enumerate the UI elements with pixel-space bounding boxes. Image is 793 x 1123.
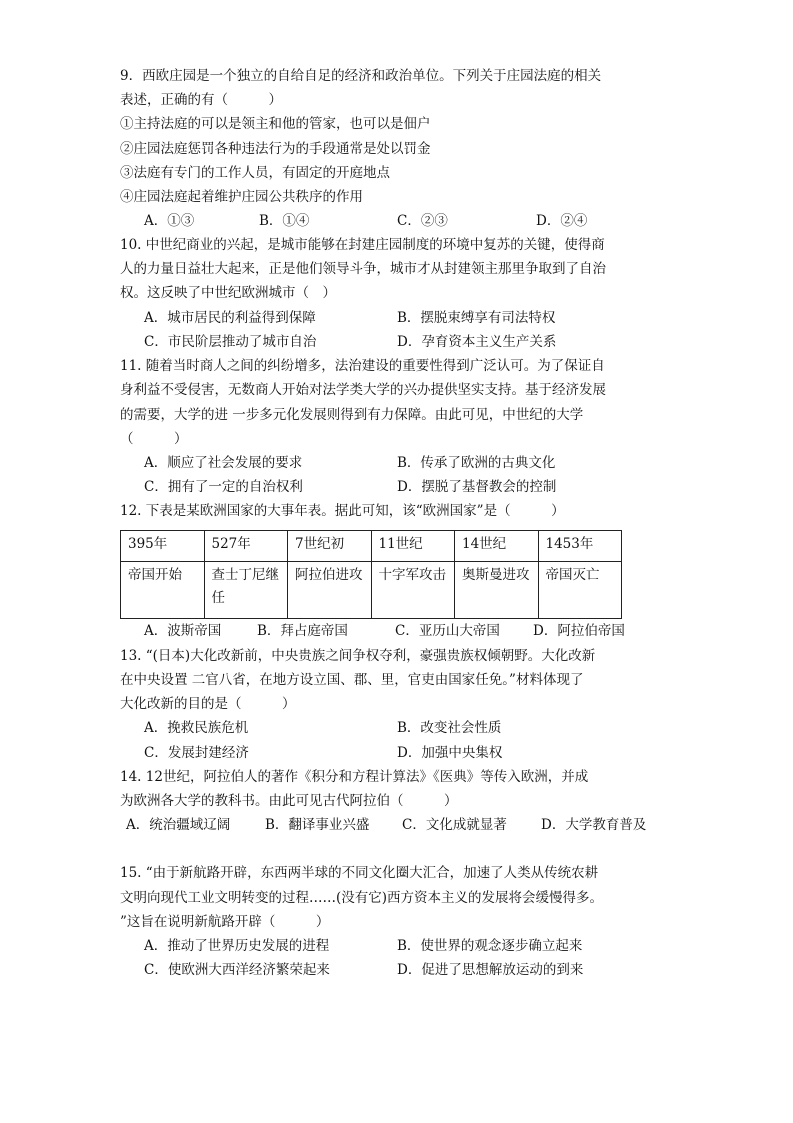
q15-option-a: A．推动了世界历史发展的进程: [144, 938, 330, 954]
q14-stem-line-1: 14. 12世纪，阿拉伯人的著作《积分和方程计算法》《医典》等传入欧洲，并成: [120, 769, 589, 785]
events-table: [120, 530, 622, 619]
q9-option-b: B．①④: [259, 213, 310, 229]
q15-stem-line-1: 15. “由于新航路开辟，东西两半球的不同文化圈大汇合，加速了人类从传统农耕: [120, 865, 599, 881]
q10-option-d: D．孕育资本主义生产关系: [397, 334, 557, 350]
q14-stem-line-2: 为欧洲各大学的教科书。由此可见古代阿拉伯（ ）: [120, 793, 458, 809]
q10-stem-line-3: 权。这反映了中世纪欧洲城市（ ）: [120, 285, 336, 301]
year-cell: 11世纪: [371, 531, 455, 562]
q15-stem-line-2: 文明向现代工业文明转变的过程……(没有它)西方资本主义的发展将会缓慢得多。: [120, 890, 604, 906]
q9-stem-line-2: 表述，正确的有（ ）: [120, 92, 282, 108]
event-cell: 查士丁尼继任: [204, 562, 288, 619]
q9-option-d: D．②④: [536, 213, 588, 229]
event-cell: 阿拉伯进攻: [288, 562, 372, 619]
q13-option-b: B．改变社会性质: [397, 720, 502, 736]
year-cell: 1453年: [538, 531, 622, 562]
year-cell: 14世纪: [455, 531, 539, 562]
q10-option-c: C．市民阶层推动了城市自治: [144, 334, 317, 350]
year-cell: 395年: [121, 531, 205, 562]
q12-stem: 12. 下表是某欧洲国家的大事年表。据此可知，该“欧洲国家”是（ ）: [120, 503, 565, 519]
q11-option-a: A．顺应了社会发展的要求: [144, 455, 303, 471]
event-cell: 十字军攻击: [371, 562, 455, 619]
q9-item-2: ②庄园法庭惩罚各种违法行为的手段通常是处以罚金: [120, 141, 431, 157]
q9-stem-line-1: 9．西欧庄园是一个独立的自给自足的经济和政治单位。下列关于庄园法庭的相关: [120, 68, 602, 84]
q11-stem-line-2: 身利益不受侵害，无数商人开始对法学类大学的兴办提供坚实支持。基于经济发展: [120, 382, 606, 398]
q13-stem-line-3: 大化改新的目的是（ ）: [120, 696, 296, 712]
q12-option-c: C．亚历山大帝国: [395, 623, 500, 639]
event-cell: 帝国开始: [121, 562, 205, 619]
q11-option-c: C．拥有了一定的自治权利: [144, 479, 303, 495]
q13-stem-line-1: 13. “(日本)大化改新前，中央贵族之间争权夺利，豪强贵族权倾朝野。大化改新: [120, 648, 596, 664]
q12-option-b: B．拜占庭帝国: [257, 623, 348, 639]
q14-option-b: B．翻译事业兴盛: [265, 817, 370, 833]
q13-option-c: C．发展封建经济: [144, 745, 249, 761]
q11-option-d: D．摆脱了基督教会的控制: [397, 479, 557, 495]
event-cell: 奥斯曼进攻: [455, 562, 539, 619]
q13-option-d: D．加强中央集权: [397, 745, 503, 761]
q14-option-a: A．统治疆域辽阔: [126, 817, 231, 833]
q15-option-d: D．促进了思想解放运动的到来: [397, 962, 584, 978]
year-cell: 527年: [204, 531, 288, 562]
q11-option-b: B．传承了欧洲的古典文化: [397, 455, 556, 471]
q9-item-1: ①主持法庭的可以是领主和他的管家，也可以是佃户: [120, 116, 431, 132]
q13-option-a: A．挽救民族危机: [144, 720, 249, 736]
q10-stem-line-1: 10. 中世纪商业的兴起，是城市能够在封建庄园制度的环境中复苏的关键，使得商: [120, 237, 605, 253]
q14-option-c: C．文化成就显著: [402, 817, 507, 833]
q12-option-d: D．阿拉伯帝国: [533, 623, 625, 639]
year-cell: 7世纪初: [288, 531, 372, 562]
q15-option-c: C．使欧洲大西洋经济繁荣起来: [144, 962, 330, 978]
q15-option-b: B．使世界的观念逐步确立起来: [397, 938, 583, 954]
q10-stem-line-2: 人的力量日益壮大起来，正是他们领导斗争，城市才从封建领主那里争取到了自治: [120, 261, 606, 277]
q10-option-a: A．城市居民的利益得到保障: [144, 310, 316, 326]
q9-item-4: ④庄园法庭起着维护庄园公共秩序的作用: [120, 189, 363, 205]
q12-option-a: A．波斯帝国: [144, 623, 222, 639]
q14-option-d: D．大学教育普及: [541, 817, 647, 833]
q11-stem-line-1: 11. 随着当时商人之间的纠纷增多，法治建设的重要性得到广泛认可。为了保证自: [120, 358, 605, 374]
q11-stem-line-4: （ ）: [120, 431, 188, 447]
q9-item-3: ③法庭有专门的工作人员，有固定的开庭地点: [120, 165, 390, 181]
q15-stem-line-3: ”这旨在说明新航路开辟（ ）: [120, 914, 330, 930]
events-table-year-row: [121, 531, 622, 562]
q13-stem-line-2: 在中央设置 二官八省，在地方设立国、郡、里，官吏由国家任免。”材料体现了: [120, 672, 584, 688]
event-cell: 帝国灭亡: [538, 562, 622, 619]
events-table-event-row: [121, 562, 622, 619]
q9-option-c: C．②③: [397, 213, 448, 229]
q9-option-a: A．①③: [144, 213, 195, 229]
q10-option-b: B．摆脱束缚享有司法特权: [397, 310, 556, 326]
q11-stem-line-3: 的需要，大学的进 一步多元化发展则得到有力保障。由此可见，中世纪的大学: [120, 407, 584, 423]
